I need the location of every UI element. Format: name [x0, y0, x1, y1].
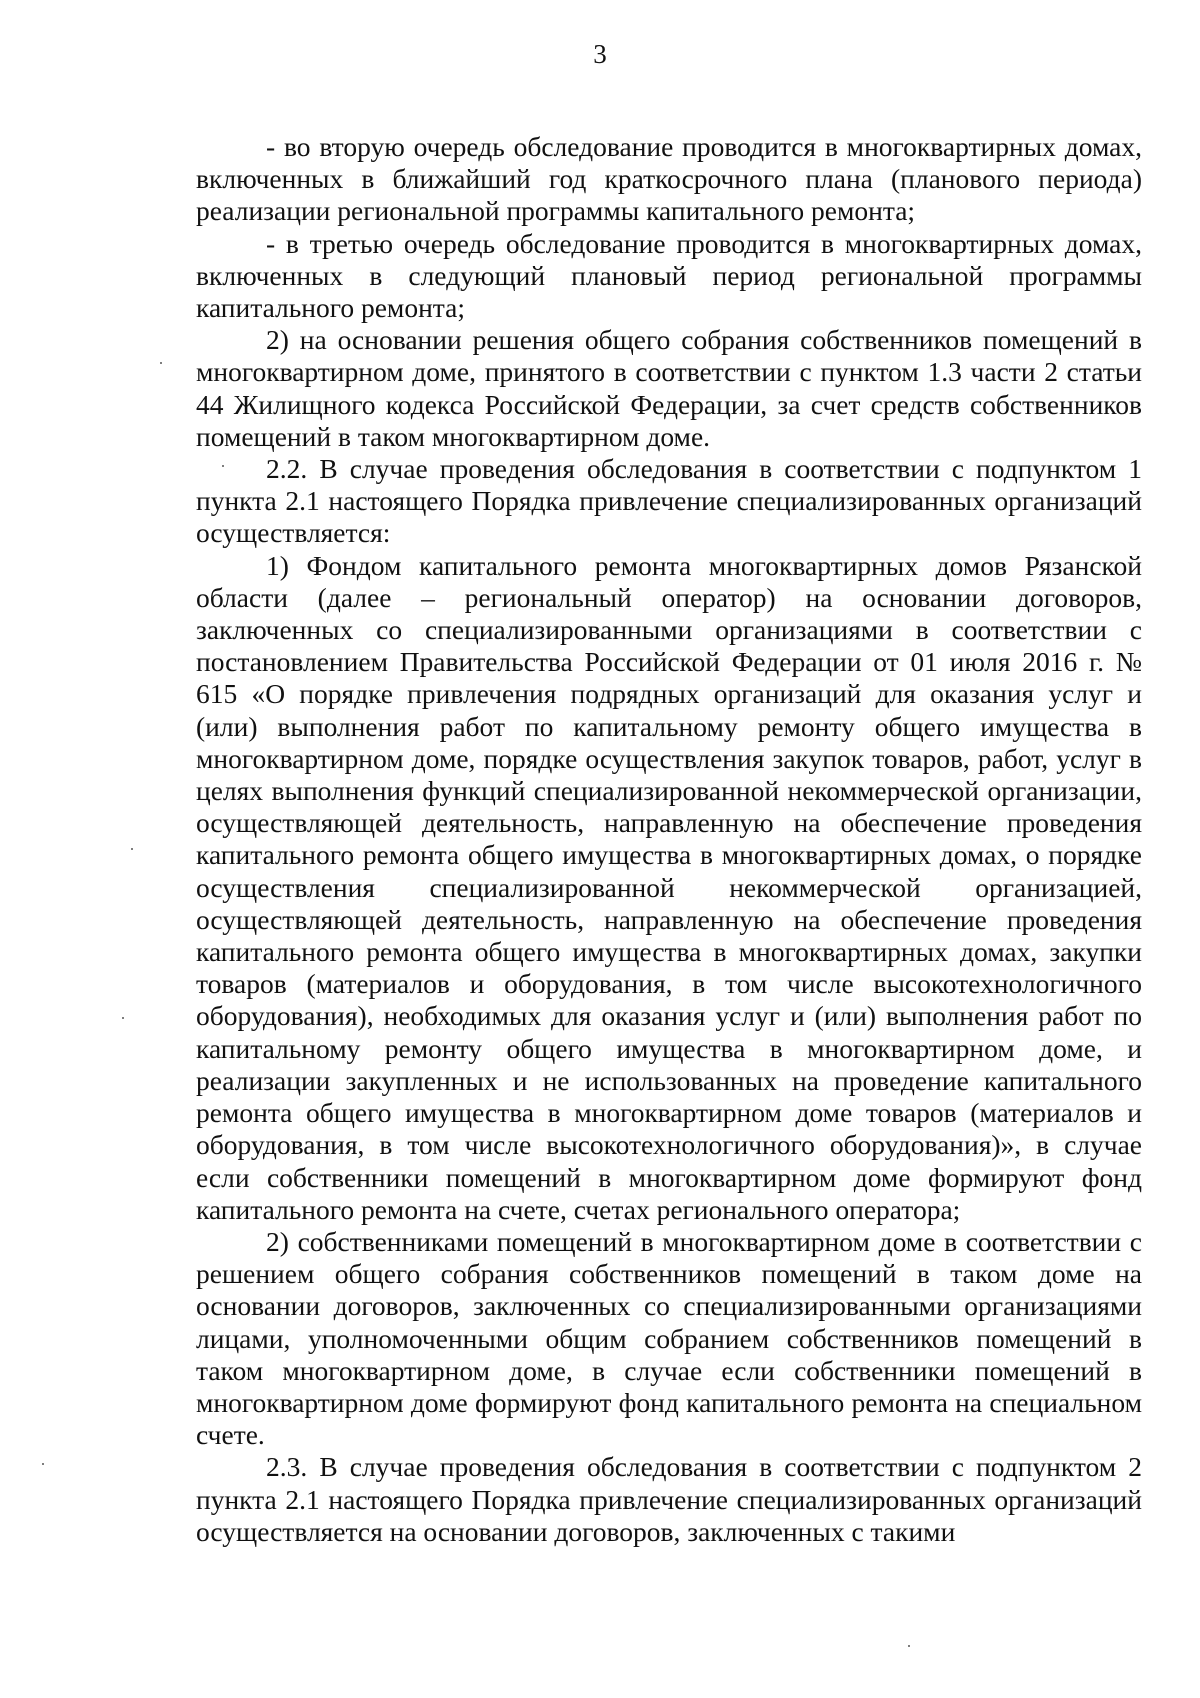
document-body [196, 131, 1142, 1548]
scan-speck [122, 1017, 124, 1019]
paragraph-clause-2-2: 2.2. В случае проведения обследования в соответствии с подпунктом 1 пункта 2.1 настоящего Порядка привлечение специализированных организаций осуществляется: [196, 453, 1142, 549]
scan-speck [42, 1463, 44, 1465]
paragraph-clause-2-2-item-1: 1) Фондом капитального ремонта многоквартирных домов Рязанской области (далее – региональный оператор) на основании договоров, заключенных со специализированными организациями в соответствии с постановлением Правительства Российской Федерации от 01 июля 2016 г. № 615 «О порядке привлечения подрядных организаций для оказания услуг и (или) выполнения работ по капитальному ремонту общего имущества в многоквартирном доме, порядке осуществления закупок товаров, работ, услуг в целях выполнения функций специализированной некоммерческой организации, осуществляющей деятельность, направленную на обеспечение проведения капитального ремонта общего имущества в многоквартирных домах, о порядке осуществления специализированной некоммерческой организацией, осуществляющей деятельность, направленную на обеспечение проведения капитального ремонта общего имущества в многоквартирных домах, закупки товаров (материалов и оборудования, в том числе высокотехнологичного оборудования), необходимых для оказания услуг и (или) выполнения работ по капитальному ремонту общего имущества в многоквартирном доме, и реализации закупленных и не использованных на проведение капитального ремонта общего имущества в многоквартирном доме товаров (материалов и оборудования, в том числе высокотехнологичного оборудования)», в случае если собственники помещений в многоквартирном доме формируют фонд капитального ремонта на счете, счетах регионального оператора; [196, 549, 1142, 1225]
paragraph-clause-2-3: 2.3. В случае проведения обследования в соответствии с подпунктом 2 пункта 2.1 настоящего Порядка привлечение специализированных организаций осуществляется на основании договоров, заключенных с такими [196, 1451, 1142, 1547]
scan-speck [160, 362, 162, 364]
paragraph-second-priority: - во вторую очередь обследование проводится в многоквартирных домах, включенных в ближайший год краткосрочного плана (планового периода) реализации региональной программы капитального ремонта; [196, 131, 1142, 227]
page-number: 3 [593, 39, 607, 69]
scan-speck [131, 848, 133, 850]
paragraph-third-priority: - в третью очередь обследование проводится в многоквартирных домах, включенных в следующий плановый период региональной программы капитального ремонта; [196, 227, 1142, 324]
scan-speck [222, 465, 224, 467]
scan-speck [908, 1645, 910, 1647]
paragraph-clause-2-2-item-2: 2) собственниками помещений в многоквартирном доме в соответствии с решением общего собрания собственников помещений в таком доме на основании договоров, заключенных со специализированными организациями лицами, уполномоченными общим собранием собственников помещений в таком многоквартирном доме, в случае если собственники помещений в многоквартирном доме формируют фонд капитального ремонта на специальном счете. [196, 1225, 1142, 1451]
paragraph-item-2-general-meeting: 2) на основании решения общего собрания собственников помещений в многоквартирном доме, принятого в соответствии с пунктом 1.3 части 2 статьи 44 Жилищного кодекса Российской Федерации, за счет средств собственников помещений в таком многоквартирном доме. [196, 324, 1142, 452]
